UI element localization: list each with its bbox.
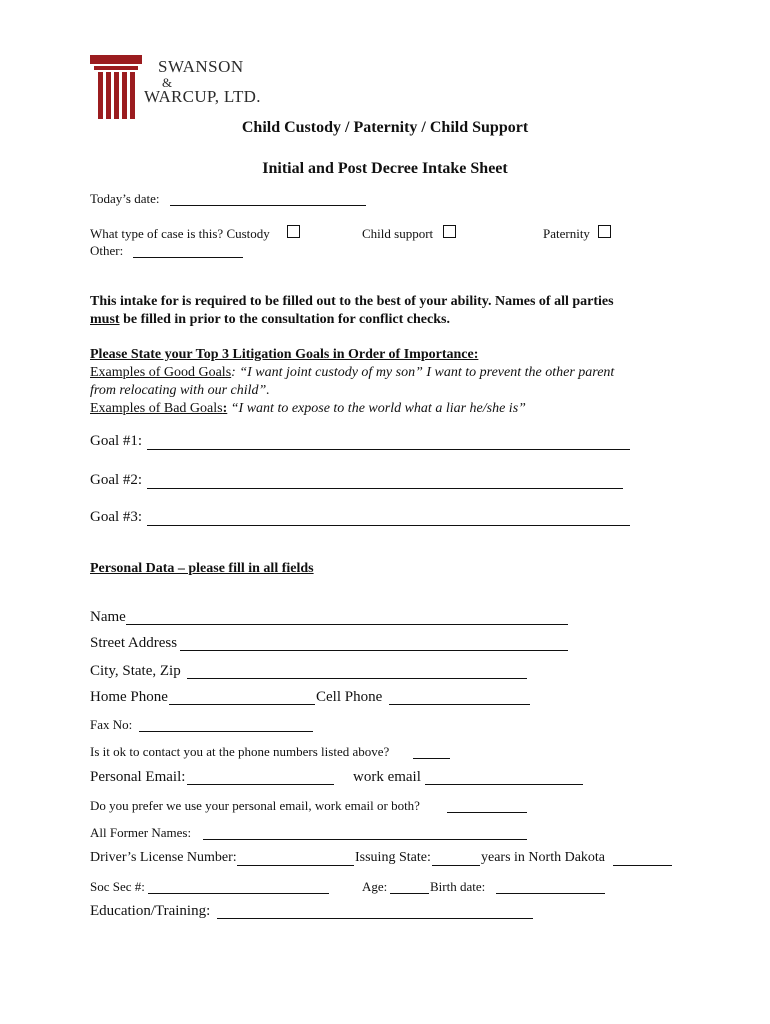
bad-goals-line	[90, 401, 526, 417]
street-address-field[interactable]	[180, 650, 568, 651]
logo-line-3: WARCUP, LTD.	[144, 87, 261, 106]
education-label: Education/Training:	[90, 903, 211, 919]
drivers-license-label: Driver’s License Number:	[90, 850, 237, 865]
logo-line-1: SWANSON	[158, 57, 244, 76]
other-field[interactable]	[133, 257, 243, 258]
city-state-zip-field[interactable]	[187, 678, 527, 679]
street-address-label: Street Address	[90, 635, 178, 651]
notice-line-1: This intake for is required to be filled out to the best of your ability. Names of all parties	[90, 294, 614, 309]
ssn-field[interactable]	[148, 893, 329, 894]
logo-line-2: &	[162, 75, 173, 90]
birth-date-label: Birth date:	[430, 879, 486, 894]
good-goals-label: Examples of Good Goals	[90, 365, 232, 380]
bad-goals-colon: :	[222, 401, 228, 416]
cell-phone-label: Cell Phone	[316, 689, 383, 705]
goal-2-field[interactable]	[147, 488, 623, 489]
cell-phone-field[interactable]	[389, 704, 530, 705]
personal-email-field[interactable]	[187, 784, 334, 785]
child-support-checkbox[interactable]	[443, 225, 456, 238]
contact-ok-field[interactable]	[413, 758, 450, 759]
bad-goals-text: “I want to expose to the world what a liar he/she is”	[227, 401, 526, 416]
fax-field[interactable]	[139, 731, 313, 732]
column-logo-icon	[90, 55, 142, 121]
todays-date-label: Today’s date:	[90, 191, 160, 206]
birth-date-field[interactable]	[496, 893, 605, 894]
work-email-field[interactable]	[425, 784, 583, 785]
notice-rest: be filled in prior to the consultation for conflict checks.	[119, 312, 450, 327]
home-phone-label: Home Phone	[90, 689, 168, 705]
goal-2-label: Goal #2:	[90, 472, 143, 488]
page-subtitle: Initial and Post Decree Intake Sheet	[262, 160, 508, 177]
page-title: Child Custody / Paternity / Child Support	[241, 119, 529, 136]
notice-must: must	[90, 312, 120, 327]
paternity-checkbox[interactable]	[598, 225, 611, 238]
goals-heading: Please State your Top 3 Litigation Goals in Order of Importance:	[90, 347, 479, 362]
goal-3-field[interactable]	[147, 525, 630, 526]
age-field[interactable]	[390, 893, 429, 894]
years-in-nd-label: years in North Dakota	[481, 850, 606, 865]
personal-data-heading: Personal Data – please fill in all fields	[90, 561, 314, 576]
name-field[interactable]	[126, 624, 568, 625]
email-preference-label: Do you prefer we use your personal email, work email or both?	[90, 798, 420, 813]
fax-label: Fax No:	[90, 717, 133, 732]
education-field[interactable]	[217, 918, 533, 919]
goal-3-label: Goal #3:	[90, 509, 143, 525]
todays-date-field[interactable]	[170, 205, 366, 206]
former-names-label: All Former Names:	[90, 825, 192, 840]
issuing-state-field[interactable]	[432, 865, 480, 866]
firm-logo	[90, 55, 261, 123]
good-goals-text: : “I want joint custody of my son” I want to prevent the other parent	[231, 365, 615, 380]
home-phone-field[interactable]	[169, 704, 315, 705]
bad-goals-label: Examples of Bad Goals	[90, 401, 223, 416]
contact-ok-label: Is it ok to contact you at the phone numbers listed above?	[90, 744, 390, 759]
email-preference-field[interactable]	[447, 812, 527, 813]
goal-1-field[interactable]	[147, 449, 630, 450]
notice-line-2	[90, 312, 450, 328]
name-label: Name	[90, 609, 126, 625]
personal-email-label: Personal Email:	[90, 769, 186, 785]
work-email-label: work email	[353, 769, 421, 785]
good-goals-text-2: from relocating with our child”.	[90, 383, 270, 398]
other-label: Other:	[90, 243, 124, 258]
child-support-label: Child support	[362, 226, 434, 241]
years-in-nd-field[interactable]	[613, 865, 672, 866]
ssn-label: Soc Sec #:	[90, 879, 145, 894]
city-state-zip-label: City, State, Zip	[90, 663, 181, 679]
goal-1-label: Goal #1:	[90, 433, 143, 449]
paternity-label: Paternity	[543, 226, 590, 241]
issuing-state-label: Issuing State:	[355, 850, 431, 865]
case-type-label: What type of case is this? Custody	[90, 226, 270, 241]
custody-checkbox[interactable]	[287, 225, 300, 238]
former-names-field[interactable]	[203, 839, 527, 840]
age-label: Age:	[362, 879, 388, 894]
good-goals-line	[90, 365, 614, 381]
drivers-license-field[interactable]	[237, 865, 354, 866]
